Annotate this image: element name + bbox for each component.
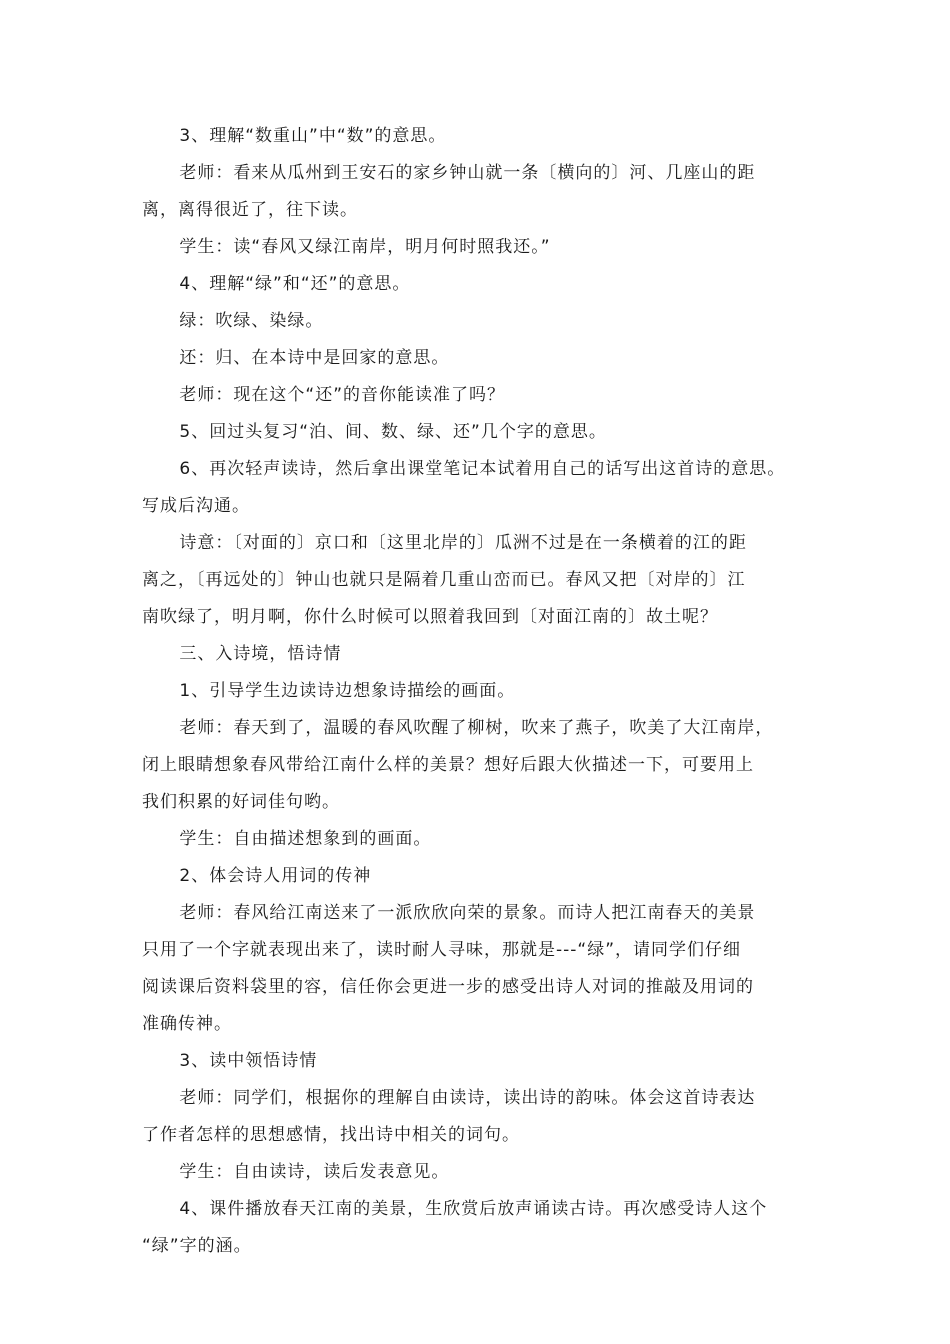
paragraph-1 xyxy=(142,118,822,155)
paragraph-line: 我们积累的好词佳句哟。 xyxy=(142,792,340,812)
paragraph-line: 南吹绿了，明月啊，你什么时候可以照着我回到〔对面江南的〕故土呢？ xyxy=(142,607,718,627)
paragraph-line: 4、课件播放春天江南的美景，生欣赏后放声诵读古诗。再次感受诗人这个 xyxy=(179,1199,768,1219)
paragraph-line: 三、入诗境，悟诗情 xyxy=(179,644,342,664)
section-heading xyxy=(142,636,822,673)
paragraph-line: 老师：春风给江南送来了一派欣欣向荣的景象。而诗人把江南春天的美景 xyxy=(179,903,756,923)
paragraph-line: “绿”字的涵。 xyxy=(142,1236,252,1256)
paragraph-line: 学生：自由读诗，读后发表意见。 xyxy=(179,1162,450,1182)
paragraph-15 xyxy=(142,858,822,895)
paragraph-2 xyxy=(142,155,822,229)
paragraph-line: 5、回过头复习“泊、间、数、绿、还”几个字的意思。 xyxy=(179,422,607,442)
paragraph-line: 只用了一个字就表现出来了，读时耐人寻味，那就是---“绿”，请同学们仔细 xyxy=(142,940,742,960)
paragraph-line: 老师：看来从瓜州到王安石的家乡钟山就一条〔横向的〕河、几座山的距 xyxy=(179,163,756,183)
paragraph-4 xyxy=(142,266,822,303)
paragraph-19 xyxy=(142,1154,822,1191)
paragraph-line: 6、再次轻声读诗，然后拿出课堂笔记本试着用自己的话写出这首诗的意思。 xyxy=(179,459,786,479)
paragraph-line: 阅读课后资料袋里的容，信任你会更进一步的感受出诗人对词的推敲及用词的 xyxy=(142,977,754,997)
paragraph-8 xyxy=(142,414,822,451)
paragraph-line: 写成后沟通。 xyxy=(142,496,250,516)
paragraph-line: 还：归、在本诗中是回家的意思。 xyxy=(179,348,450,368)
paragraph-line: 老师：现在这个“还”的音你能读准了吗？ xyxy=(179,385,506,405)
paragraph-5 xyxy=(142,303,822,340)
paragraph-line: 1、引导学生边读诗边想象诗描绘的画面。 xyxy=(179,681,516,701)
paragraph-3 xyxy=(142,229,822,266)
paragraph-17 xyxy=(142,1043,822,1080)
paragraph-20 xyxy=(142,1191,822,1265)
paragraph-line: 老师：同学们，根据你的理解自由读诗，读出诗的韵味。体会这首诗表达 xyxy=(179,1088,756,1108)
paragraph-line: 闭上眼睛想象春风带给江南什么样的美景？想好后跟大伙描述一下，可要用上 xyxy=(142,755,754,775)
paragraph-13 xyxy=(142,710,822,821)
paragraph-line: 离之，〔再远处的〕钟山也就只是隔着几重山峦而已。春风又把〔对岸的〕江 xyxy=(142,570,746,590)
paragraph-7 xyxy=(142,377,822,414)
paragraph-line: 绿：吹绿、染绿。 xyxy=(179,311,324,331)
paragraph-14 xyxy=(142,821,822,858)
paragraph-line: 离，离得很近了，往下读。 xyxy=(142,200,358,220)
document-body xyxy=(142,118,822,1265)
paragraph-16 xyxy=(142,895,822,1043)
paragraph-line: 老师：春天到了，温暖的春风吹醒了柳树，吹来了燕子，吹美了大江南岸， xyxy=(179,718,774,738)
paragraph-18 xyxy=(142,1080,822,1154)
paragraph-line: 学生：自由描述想象到的画面。 xyxy=(179,829,432,849)
paragraph-line: 了作者怎样的思想感情，找出诗中相关的词句。 xyxy=(142,1125,520,1145)
paragraph-line: 准确传神。 xyxy=(142,1014,232,1034)
paragraph-line: 学生：读“春风又绿江南岸，明月何时照我还。” xyxy=(179,237,551,257)
paragraph-9 xyxy=(142,451,822,525)
paragraph-6 xyxy=(142,340,822,377)
paragraph-12 xyxy=(142,673,822,710)
paragraph-line: 3、理解“数重山”中“数”的意思。 xyxy=(179,126,447,146)
paragraph-line: 4、理解“绿”和“还”的意思。 xyxy=(179,274,411,294)
paragraph-10 xyxy=(142,525,822,636)
paragraph-line: 2、体会诗人用词的传神 xyxy=(179,866,372,886)
paragraph-line: 3、读中领悟诗情 xyxy=(179,1051,318,1071)
paragraph-line: 诗意：〔对面的〕京口和〔这里北岸的〕瓜洲不过是在一条横着的江的距 xyxy=(179,533,747,553)
